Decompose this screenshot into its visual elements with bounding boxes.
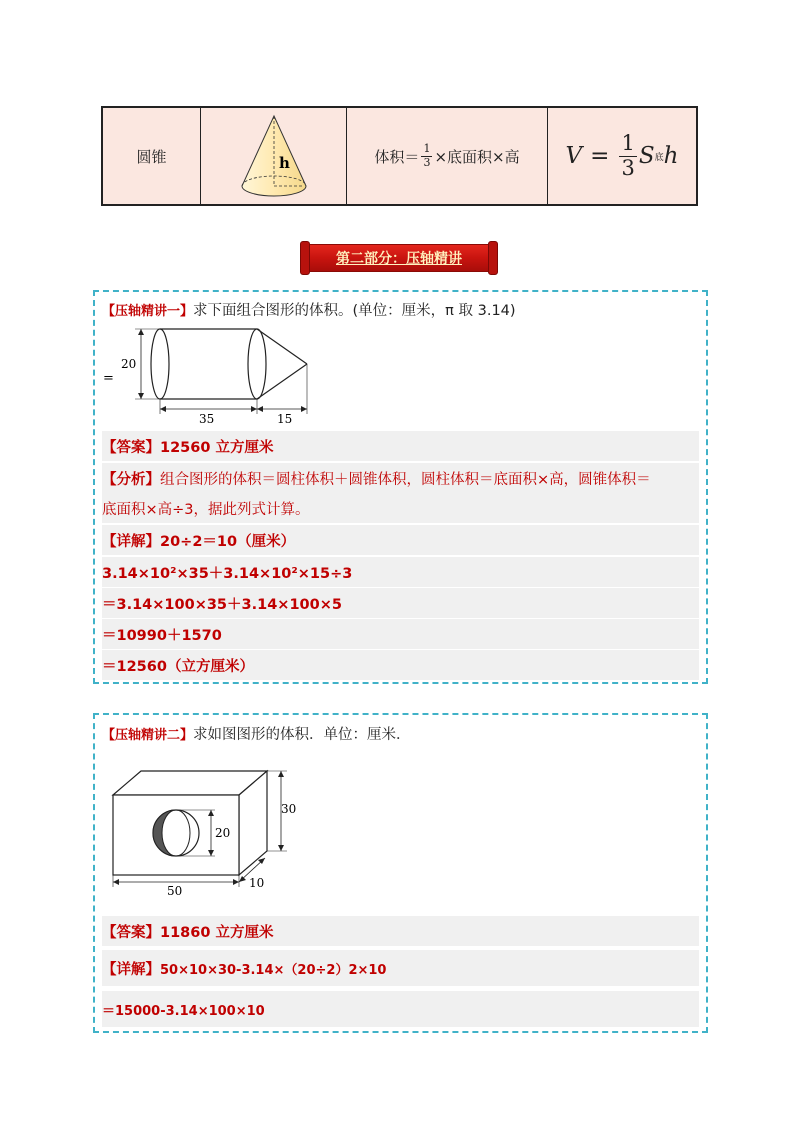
problem-1-detail-2 <box>102 557 699 587</box>
symbolic-one-third <box>619 132 636 179</box>
problem-1-detail-3 <box>102 588 699 618</box>
symbolic-numerator: 1 <box>621 131 635 156</box>
height-symbol: h <box>663 143 679 169</box>
formula-table <box>101 106 698 206</box>
shape-name-cell <box>103 108 201 204</box>
hole-diameter-label: 20 <box>215 826 231 840</box>
volume-symbol: V <box>565 143 583 169</box>
fraction-numerator: 1 <box>423 142 431 156</box>
detail-text-5: ＝12560（立方厘米） <box>102 658 254 675</box>
problem-1-title <box>102 298 699 320</box>
detail-text-4: ＝10990＋1570 <box>102 627 222 644</box>
section-banner <box>300 241 498 275</box>
problem-1-analysis-2 <box>102 493 699 523</box>
one-third-fraction <box>421 143 432 168</box>
problem-2-box <box>93 713 708 1033</box>
detail-2-text-2: ＝15000-3.14×100×10 <box>102 1003 265 1019</box>
problem-1-analysis-1 <box>102 463 699 493</box>
area-symbol: S <box>638 143 655 169</box>
problem-2-question: 求如图图形的体积．单位：厘米． <box>193 726 411 743</box>
cylinder-length-label: 35 <box>199 412 215 424</box>
problem-2-title <box>102 721 699 745</box>
problem-1-box <box>93 290 708 684</box>
answer-text: 12560 立方厘米 <box>160 439 274 456</box>
analysis-tag: 【分析】 <box>102 471 160 488</box>
problem-1-question: 求下面组合图形的体积。(单位：厘米，π 取 3.14) <box>193 302 516 319</box>
box-height-label: 30 <box>281 802 297 816</box>
cone-figure-cell <box>201 108 347 204</box>
detail-text-1: 20÷2＝10（厘米） <box>160 533 296 550</box>
cone-height-label: h <box>278 154 290 172</box>
detail-2-text-1: 50×10×30-3.14×（20÷2）2×10 <box>160 962 387 978</box>
symbolic-formula <box>566 132 679 179</box>
cone-figure <box>234 110 314 202</box>
analysis-text-1: 组合图形的体积＝圆柱体积＋圆锥体积，圆柱体积＝底面积×高，圆锥体积＝ <box>160 471 651 488</box>
height-dim-label: 20 <box>121 357 137 371</box>
detail-tag: 【详解】 <box>102 533 160 550</box>
answer-tag-2: 【答案】 <box>102 924 160 941</box>
problem-2-detail-1 <box>102 950 699 986</box>
shape-name: 圆锥 <box>136 147 167 166</box>
box-length-label: 50 <box>167 884 183 895</box>
figure-equals: = <box>103 371 114 386</box>
cone-length-label: 15 <box>277 412 293 424</box>
fraction-denominator: 3 <box>423 155 431 169</box>
detail-tag-2: 【详解】 <box>102 961 160 978</box>
box-with-hole-figure <box>103 755 313 895</box>
answer-text-2: 11860 立方厘米 <box>160 924 274 941</box>
detail-text-3: ＝3.14×100×35＋3.14×100×5 <box>102 596 342 613</box>
area-subscript: 底 <box>654 152 664 163</box>
problem-1-detail-5 <box>102 650 699 680</box>
answer-tag: 【答案】 <box>102 439 160 456</box>
symbolic-formula-cell <box>548 108 696 204</box>
text-formula-prefix: 体积＝ <box>374 147 420 166</box>
text-formula-cell <box>347 108 548 204</box>
equals-sign: = <box>590 143 610 169</box>
cylinder-cone-figure <box>101 324 321 424</box>
analysis-text-2: 底面积×高÷3，据此列式计算。 <box>102 501 310 518</box>
problem-2-tag: 【压轴精讲二】 <box>102 727 194 743</box>
problem-2-answer <box>102 916 699 946</box>
symbolic-denominator: 3 <box>621 155 635 180</box>
section-banner-title: 第二部分：压轴精讲 <box>336 251 462 267</box>
problem-1-detail-1 <box>102 525 699 555</box>
problem-1-tag: 【压轴精讲一】 <box>102 303 194 319</box>
detail-text-2: 3.14×10²×35＋3.14×10²×15÷3 <box>102 565 353 582</box>
text-formula-suffix: ×底面积×高 <box>434 147 520 166</box>
problem-2-detail-2 <box>102 991 699 1027</box>
problem-1-detail-4 <box>102 619 699 649</box>
box-depth-label: 10 <box>249 876 265 890</box>
problem-1-answer <box>102 431 699 461</box>
